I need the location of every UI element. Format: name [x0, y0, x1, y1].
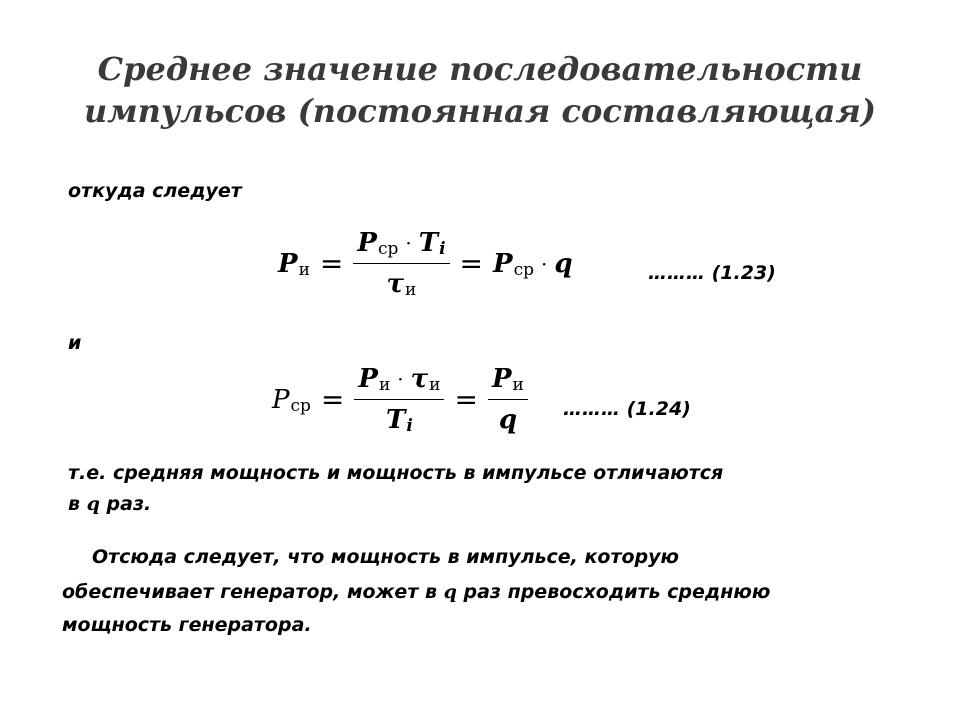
equation-number-1-23: ……… (1.23) — [648, 262, 776, 284]
f1-rhs-var-2: q — [554, 248, 573, 279]
f2-fraction-2 — [488, 364, 528, 435]
f2-numerator-1 — [354, 364, 444, 399]
equation-number-1-24: ……… (1.24) — [563, 398, 691, 420]
f1-denominator — [383, 264, 421, 299]
f2-denominator-1 — [382, 400, 417, 435]
f2-numerator-2 — [488, 364, 528, 399]
f2-den-sub: i — [406, 416, 413, 436]
slide-title-line-1: Среднее значение последовательности — [97, 50, 863, 88]
conclusion-line-2-post: раз превосходить среднюю — [456, 581, 771, 603]
f1-lhs-var: P — [278, 248, 298, 279]
f2-fraction-1 — [354, 364, 444, 435]
f1-fraction — [353, 228, 449, 299]
f2-den-var: T — [386, 405, 406, 435]
slide-title-line-2: импульсов (постоянная составляющая) — [83, 92, 876, 130]
ie-line-2 — [68, 493, 151, 515]
f1-rhs-sub: ср — [513, 259, 534, 280]
ie-line-1: т.е. средняя мощность и мощность в импульсе отличаются — [68, 462, 724, 484]
f2-frac2-num-sub: и — [512, 375, 524, 395]
f1-num-dot: · — [405, 231, 412, 255]
ie-line-2-pre: в — [68, 493, 87, 515]
f2-lhs-var: P — [272, 384, 290, 415]
f2-equals-1: = — [320, 383, 345, 416]
f1-rhs-dot: · — [540, 251, 548, 276]
conclusion-line-2-pre: обеспечивает генератор, может в — [62, 581, 444, 603]
f1-den-sub: и — [405, 280, 417, 300]
and-label: и — [68, 332, 82, 354]
f2-denominator-2 — [495, 400, 521, 435]
ie-line-2-post: раз. — [99, 493, 152, 515]
slide-title — [0, 48, 960, 132]
f2-lhs-sub: ср — [290, 395, 311, 416]
f1-num-var-2: T — [418, 228, 439, 258]
f1-num-sub-1: ср — [377, 239, 399, 259]
f1-num-sub-2: i — [439, 239, 446, 259]
from-where-label: откуда следует — [68, 180, 242, 202]
f2-frac2-num-var: P — [491, 364, 512, 394]
f2-num-var-2: τ — [410, 364, 429, 394]
f1-equals-1: = — [319, 247, 344, 280]
f1-numerator — [353, 228, 449, 263]
conclusion-line-3: мощность генератора. — [62, 614, 312, 636]
conclusion-line-2-q: q — [443, 581, 457, 603]
ie-line-2-q: q — [86, 493, 100, 515]
f1-lhs-sub: и — [298, 259, 310, 280]
f2-frac2-den-var: q — [498, 405, 517, 435]
f2-num-var-1: P — [358, 364, 378, 394]
f2-num-sub-2: и — [429, 375, 441, 395]
f2-equals-2: = — [454, 383, 478, 416]
f1-num-var-1: P — [357, 228, 377, 258]
f2-num-dot: · — [397, 367, 404, 391]
conclusion-line-1: Отсюда следует, что мощность в импульсе, которую — [92, 546, 679, 568]
f1-rhs-var: P — [493, 248, 513, 279]
formula-1-24 — [272, 364, 528, 435]
formula-1-23 — [278, 228, 573, 299]
f1-equals-2: = — [459, 247, 483, 280]
f1-den-var: τ — [386, 269, 405, 299]
conclusion-line-2 — [62, 581, 770, 603]
f2-num-sub-1: и — [378, 375, 391, 395]
